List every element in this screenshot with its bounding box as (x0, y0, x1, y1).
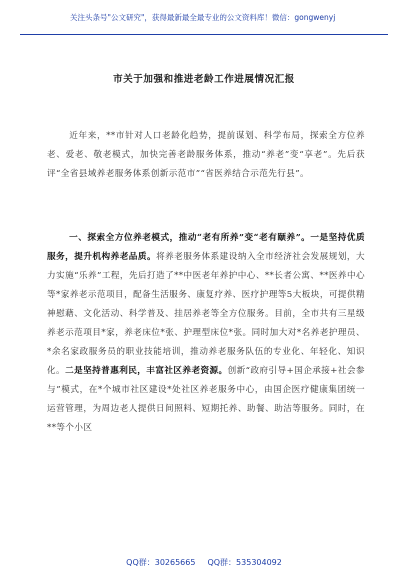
paragraph-section-one (47, 229, 365, 438)
footer-qq-group-2: QQ群：535304092 (207, 558, 282, 567)
paragraph-intro-text: 近年来，**市针对人口老龄化趋势，提前谋划、科学布局，探索全方位养老、爱老、敬老模式，加快完善老龄服务体系，推动“养老”变“享老”。先后获评“全省县域养老服务体系创新示范市”“省医养结合示范先行县”。 (47, 131, 365, 179)
section-text-two: 创新“政府引导+国企承接+社会参与”模式，在*个城市社区建设*处社区养老服务中心，由国企医疗健康集团统一运营管理，为周边老人提供日间照料、短期托养、助餐、助洁等服务。同时，在**等个小区 (47, 366, 365, 433)
section-text-one: 将养老服务体系建设纳入全市经济社会发展规划，大力实施“乐养”工程，先后打造了**中医老年养护中心、**长者公寓、**医养中心等*家养老示范项目，配备生活服务、康复疗养、医疗护理等5大板块，可提供精神慰藉、文化活动、科学普及、挂居养老等全方位服务。目前，全市共有三星级养老示范项目*家，养老床位*张、护理型床位*张。同时加大对*名养老护理员、*余名家政服务员的职业技能培训，推动养老服务队伍的专业化、年轻化、知识化。 (47, 252, 365, 376)
footer-qq (0, 557, 408, 568)
section-heading: 一、探索全方位养老模式，推动“老有所养”变“老有颐养”。 (69, 233, 311, 243)
header-promo: 关注头条号"公文研究"，获得最新最全最专业的公文资料库！微信：gongwenyj (70, 13, 336, 22)
document-title: 市关于加强和推进老龄工作进展情况汇报 (113, 74, 295, 85)
subheading-one: 一是坚持优质服务，提升机构养老品质。 (47, 233, 365, 262)
subheading-two: 二是坚持普惠利民，丰富社区养老资源。 (65, 366, 228, 376)
paragraph-intro (47, 127, 365, 184)
footer-qq-group-1: QQ群：30265665 (126, 558, 196, 567)
header-divider (20, 34, 388, 35)
